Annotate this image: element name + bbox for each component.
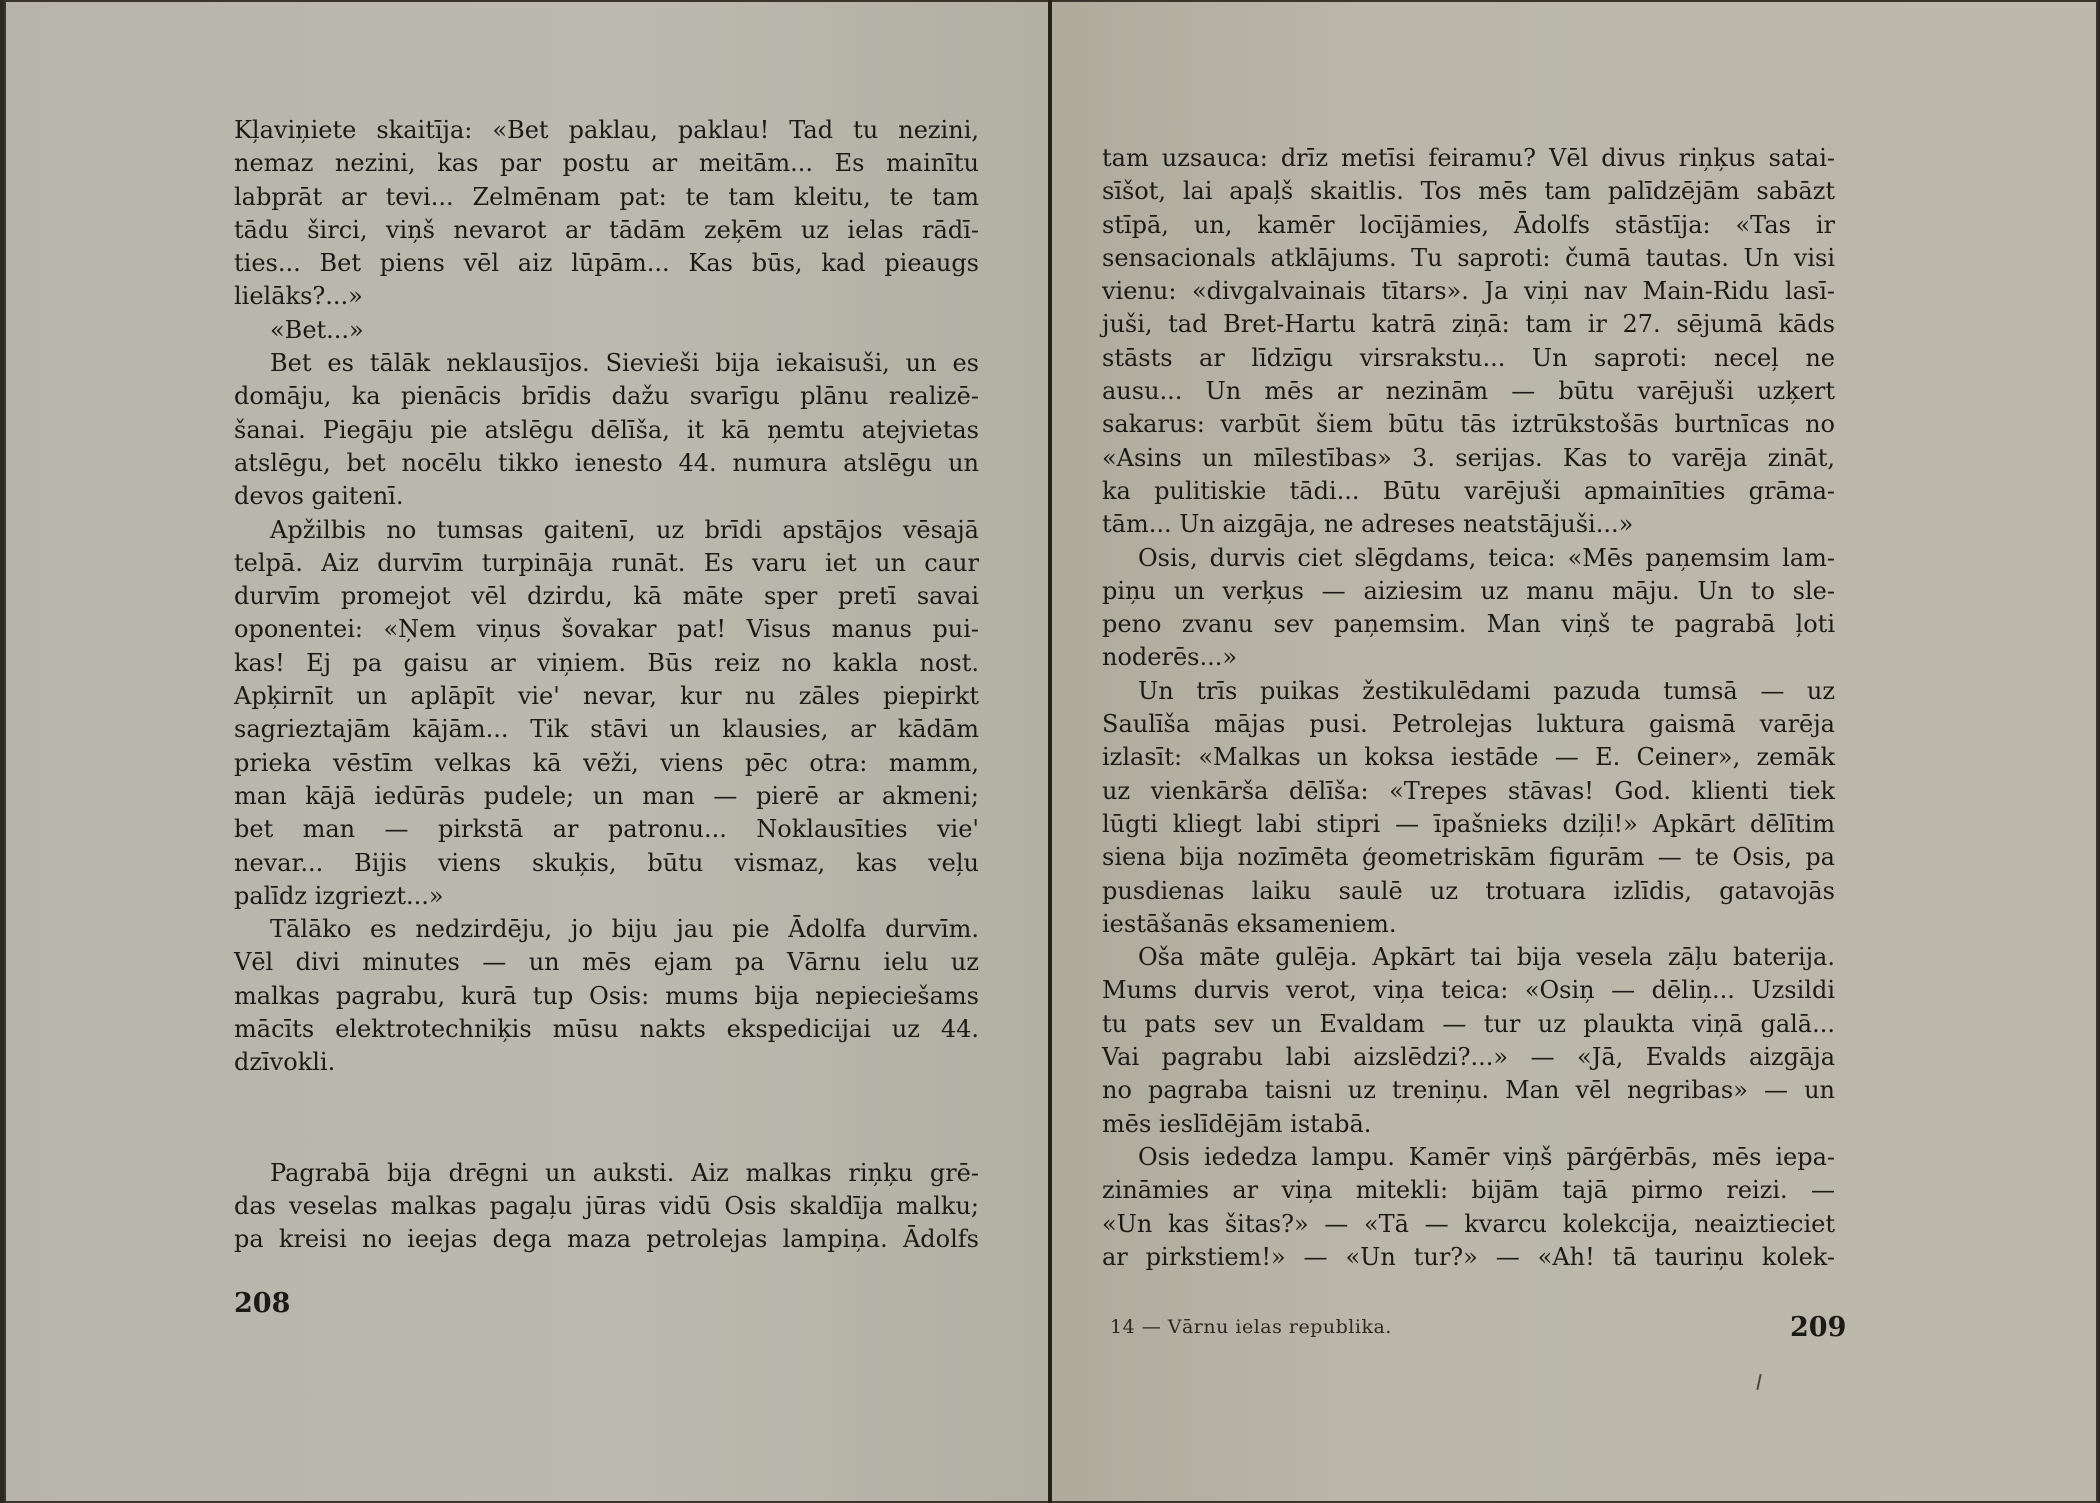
text-line: Apžilbis no tumsas gaitenī, uz brīdi apstājos vēsajā [270, 515, 979, 544]
text-line: palīdz izgriezt...» [234, 881, 444, 910]
text-line: Vai pagrabu labi aizslēdzi?...» — «Jā, Evalds aizgāja [1102, 1043, 1835, 1072]
text-line: Tālāko es nedzirdēju, jo biju jau pie Ādolfa durvīm. [270, 915, 979, 944]
text-line: oponentei: «Ņem viņus šovakar pat! Visus manus pui- [234, 615, 979, 644]
text-line: tām... Un aizgāja, ne adreses neatstājuši...» [1102, 510, 1634, 539]
text-line: man kājā iedūrās pudele; un man — pierē ar akmeni; [234, 781, 979, 810]
signature-footer: 14 — Vārnu ielas republika. [1110, 1316, 1392, 1338]
text-line: durvīm promejot vēl dzirdu, kā māte sper pretī savai [234, 582, 979, 611]
text-line: vienu: «divgalvainais tītars». Ja viņi nav Main-Ridu lasī- [1102, 277, 1835, 306]
text-line: ar pirkstiem!» — «Un tur?» — «Ah! tā tauriņu kolek- [1102, 1242, 1835, 1271]
text-line: sagrieztajām kājām... Tik stāvi un klausies, ar kādām [234, 715, 979, 744]
text-line: lielāks?...» [234, 282, 363, 311]
text-line: labprāt ar tevi... Zelmēnam pat: te tam kleitu, te tam [234, 182, 979, 211]
text-line: devos gaitenī. [234, 482, 404, 511]
text-line: Vēl divi minutes — un mēs ejam pa Vārnu ielu uz [234, 948, 979, 977]
text-line: «Asins un mīlestības» 3. serijas. Kas to varēja zināt, [1102, 443, 1835, 472]
text-line: sensacionals atklājums. Tu saproti: čumā tautas. Un visi [1102, 243, 1835, 272]
text-line: prieka vēstīm velkas kā vēži, viens pēc otra: mamm, [234, 748, 979, 777]
text-line: sakarus: varbūt šiem būtu tās iztrūkstošās burtnīcas no [1102, 410, 1835, 439]
text-line: pusdienas laiku saulē uz trotuara izlīdis, gatavojās [1102, 876, 1835, 905]
text-line: «Bet...» [270, 315, 364, 344]
text-line: stīpā, un, kamēr locījāmies, Ādolfs stāstīja: «Tas ir [1102, 210, 1835, 239]
text-line: Mums durvis verot, viņa teica: «Osiņ — dēliņ... Uzsildi [1102, 976, 1835, 1005]
text-line: ties... Bet piens vēl aiz lūpām... Kas būs, kad pieaugs [234, 249, 979, 278]
text-line: Saulīša mājas pusi. Petrolejas luktura gaismā varēja [1102, 710, 1835, 739]
text-line: šanai. Piegāju pie atslēgu dēlīša, it kā ņemtu atejvietas [234, 415, 979, 444]
text-line: nevar... Bijis viens skuķis, būtu vismaz, kas veļu [234, 848, 979, 877]
text-line: Apķirnīt un aplāpīt vie' nevar, kur nu zāles piepirkt [234, 682, 979, 711]
left-page-text [234, 114, 979, 1257]
text-line: Oša māte gulēja. Apkārt tai bija vesela zāļu baterija. [1138, 943, 1835, 972]
text-line: Pagrabā bija drēgni un auksti. Aiz malkas riņķu grē- [270, 1158, 979, 1187]
text-line: pa kreisi no ieejas dega maza petrolejas lampiņa. Ādolfs [234, 1225, 979, 1254]
text-line: telpā. Aiz durvīm turpināja runāt. Es varu iet un caur [234, 548, 979, 577]
text-line: nemaz nezini, kas par postu ar meitām... Es mainītu [234, 149, 979, 178]
text-line: noderēs...» [1102, 643, 1238, 672]
text-line: mēs ieslīdējām istabā. [1102, 1109, 1372, 1138]
page-number-left: 208 [234, 1288, 291, 1319]
text-line: Osis iededza lampu. Kamēr viņš pārģērbās, mēs iepa- [1138, 1142, 1835, 1171]
text-line: Bet es tālāk neklausījos. Sievieši bija iekaisuši, un es [270, 349, 979, 378]
text-line: uz vienkārša dēlīša: «Trepes stāvas! God. klienti tiek [1102, 776, 1835, 805]
text-line: «Un kas šitas?» — «Tā — kvarcu kolekcija, neaiztieciet [1102, 1209, 1835, 1238]
text-line: kas! Ej pa gaisu ar viņiem. Būs reiz no kakla nost. [234, 648, 979, 677]
page-number-right: 209 [1790, 1312, 1847, 1343]
text-line: Kļaviņiete skaitīja: «Bet paklau, paklau! Tad tu nezini, [234, 116, 979, 144]
text-line: iestāšanās eksameniem. [1102, 909, 1397, 938]
text-line: zināmies ar viņa mitekli: bijām tajā pirmo reizi. — [1102, 1176, 1835, 1205]
text-line: lūgti kliegt labi stipri — īpašnieks dziļi!» Apkārt dēlītim [1102, 809, 1835, 838]
text-line: atslēgu, bet nocēlu tikko ienesto 44. numura atslēgu un [234, 448, 979, 477]
text-line: juši, tad Bret-Hartu katrā ziņā: tam ir 27. sējumā kāds [1102, 310, 1835, 339]
text-line: tu pats sev un Evaldam — tur uz plaukta viņā galā... [1102, 1009, 1835, 1038]
text-line: Osis, durvis ciet slēgdams, teica: «Mēs paņemsim lam- [1138, 543, 1835, 572]
text-line: piņu un verķus — aiziesim uz manu māju. Un to sle- [1102, 576, 1835, 605]
text-line: tam uzsauca: drīz metīsi feiramu? Vēl divus riņķus satai- [1102, 144, 1835, 172]
text-line: stāsts ar līdzīgu virsrakstu... Un saproti: neceļ ne [1102, 343, 1835, 372]
section-break [234, 1080, 979, 1157]
text-line: siena bija nozīmēta ģeometriskām figurām — te Osis, pa [1102, 843, 1835, 872]
text-line: Un trīs puikas žestikulēdami pazuda tumsā — uz [1138, 676, 1835, 705]
text-line: tādu širci, viņš nevarot ar tādām zeķēm uz ielas rādī- [234, 215, 979, 244]
text-line: domāju, ka pienācis brīdis dažu svarīgu plānu realizē- [234, 382, 979, 411]
text-line: no pagraba taisni uz treniņu. Man vēl negribas» — un [1102, 1076, 1835, 1105]
text-line: ausu... Un mēs ar nezinām — būtu varējuši uzķert [1102, 377, 1835, 406]
text-line: dzīvokli. [234, 1048, 336, 1077]
text-line: mācīts elektrotechniķis mūsu nakts ekspedicijai uz 44. [234, 1015, 979, 1044]
text-line: peno zvanu sev paņemsim. Man viņš te pagrabā ļoti [1102, 610, 1835, 639]
text-line: das veselas malkas pagaļu jūras vidū Osis skaldīja malku; [234, 1191, 979, 1220]
text-line: izlasīt: «Malkas un koksa iestāde — E. Ceiner», zemāk [1102, 743, 1835, 772]
right-page-text [1102, 142, 1835, 1274]
text-line: ka pulitiskie tādi... Būtu varējuši apmainīties grāma- [1102, 476, 1835, 505]
text-line: malkas pagrabu, kurā tup Osis: mums bija nepieciešams [234, 981, 979, 1010]
text-line: sīšot, lai apaļš skaitlis. Tos mēs tam palīdzējām sabāzt [1102, 177, 1835, 206]
text-line: bet man — pirkstā ar patronu... Noklausīties vie' [234, 815, 979, 844]
